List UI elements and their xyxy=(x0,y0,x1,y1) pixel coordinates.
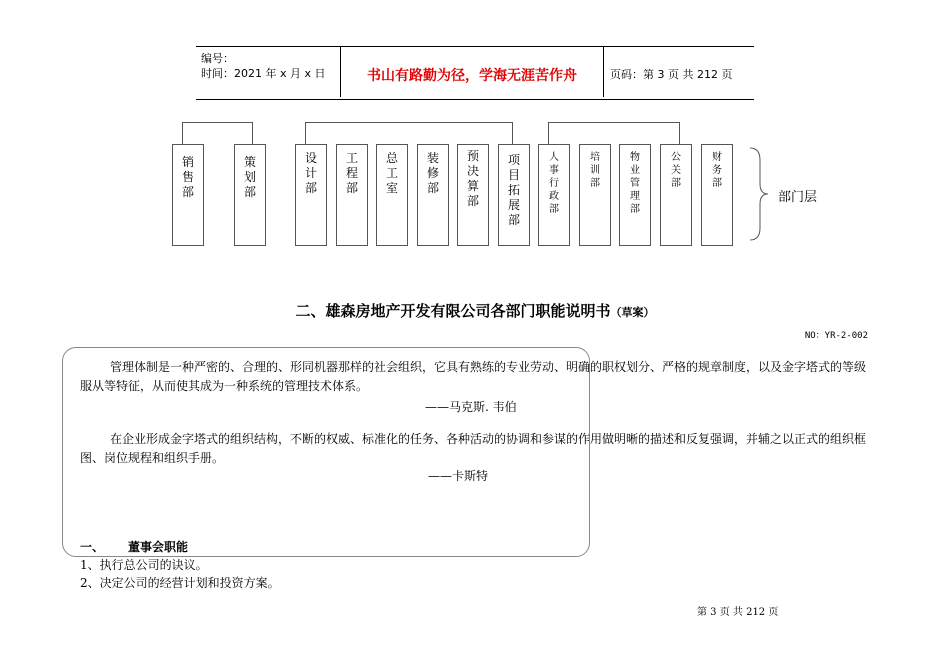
dept-char: 算 xyxy=(466,179,479,193)
section-title: 董事会职能 xyxy=(128,540,189,554)
dept-char: 工 xyxy=(385,166,398,180)
section-number: 一、 xyxy=(80,540,105,554)
dept-char: 计 xyxy=(304,166,317,180)
dept-char: 目 xyxy=(507,168,520,182)
dept-box xyxy=(538,144,570,246)
dept-label xyxy=(661,151,691,190)
dept-label xyxy=(337,151,367,196)
dept-char: 关 xyxy=(671,165,681,176)
dept-char: 部 xyxy=(304,181,317,195)
connector-line xyxy=(305,122,306,144)
dept-char: 管 xyxy=(630,178,640,189)
dept-char: 装 xyxy=(426,151,439,165)
dept-char: 财 xyxy=(712,152,722,163)
dept-char: 策 xyxy=(243,155,256,169)
code-label: 编号： xyxy=(201,52,234,65)
dept-box xyxy=(295,144,327,246)
dept-char: 部 xyxy=(712,178,722,189)
dept-char: 部 xyxy=(630,204,640,215)
dept-char: 事 xyxy=(549,165,559,176)
dept-label xyxy=(499,153,529,228)
dept-char: 修 xyxy=(426,166,439,180)
dept-char: 行 xyxy=(549,178,559,189)
layer-label: 部门层 xyxy=(778,190,818,205)
dept-char: 室 xyxy=(385,181,398,195)
dept-char: 政 xyxy=(549,191,559,202)
dept-char: 部 xyxy=(590,178,600,189)
dept-label xyxy=(702,151,732,190)
dept-box xyxy=(336,144,368,246)
time-label: 时间：2021 年 x 月 x 日 xyxy=(201,67,326,80)
page-footer: 第 3 页 共 212 页 xyxy=(697,607,779,618)
dept-box xyxy=(619,144,651,246)
dept-box xyxy=(417,144,449,246)
dept-char: 部 xyxy=(426,181,439,195)
dept-label xyxy=(539,151,569,216)
connector-line xyxy=(679,122,680,144)
dept-char: 部 xyxy=(345,181,358,195)
dept-label xyxy=(377,151,407,196)
dept-char: 设 xyxy=(304,151,317,165)
page-info: 页码：第 3 页 共 212 页 xyxy=(610,68,733,81)
dept-char: 部 xyxy=(507,213,520,227)
dept-box xyxy=(376,144,408,246)
dept-box xyxy=(498,144,530,246)
dept-char: 培 xyxy=(590,152,600,163)
dept-box xyxy=(234,144,266,246)
dept-char: 物 xyxy=(630,152,640,163)
quote-paragraph-1: 管理体制是一种严密的、合理的、形同机器那样的社会组织，它具有熟练的专业劳动、明确的职权划分、严格的规章制度，以及金字塔式的等级服从等特征，从而使其成为一种系统的管理技术体系。 xyxy=(80,360,867,393)
brace-icon xyxy=(748,146,770,242)
connector-line xyxy=(252,122,253,144)
dept-char: 销 xyxy=(181,155,194,169)
dept-box xyxy=(660,144,692,246)
dept-char: 部 xyxy=(549,204,559,215)
org-chart xyxy=(0,0,950,260)
dept-char: 预 xyxy=(466,149,479,163)
dept-label xyxy=(458,149,488,209)
list-item: 2、决定公司的经营计划和投资方案。 xyxy=(80,576,280,590)
dept-char: 训 xyxy=(590,165,600,176)
title-text: 二、雄森房地产开发有限公司各部门职能说明书 xyxy=(295,302,611,320)
list-item: 1、执行总公司的诀议。 xyxy=(80,558,208,572)
dept-char: 部 xyxy=(671,178,681,189)
section-heading xyxy=(80,538,188,555)
dept-label xyxy=(296,151,326,196)
connector-line xyxy=(182,122,253,123)
dept-box xyxy=(457,144,489,246)
connector-line xyxy=(512,122,513,144)
dept-label xyxy=(620,151,650,216)
connector-line xyxy=(548,122,680,123)
dept-char: 总 xyxy=(385,151,398,165)
dept-char: 公 xyxy=(671,152,681,163)
dept-label xyxy=(173,155,203,200)
quote-author-2: ——卡斯特 xyxy=(428,469,489,483)
connector-line xyxy=(305,122,513,123)
dept-label xyxy=(418,151,448,196)
dept-char: 理 xyxy=(630,191,640,202)
dept-char: 展 xyxy=(507,198,520,212)
dept-char: 划 xyxy=(243,170,256,184)
connector-line xyxy=(548,122,549,144)
dept-char: 工 xyxy=(345,151,358,165)
dept-box xyxy=(579,144,611,246)
motto-text: 书山有路勤为径，学海无涯苦作舟 xyxy=(367,68,577,84)
dept-char: 程 xyxy=(345,166,358,180)
dept-label xyxy=(580,151,610,190)
doc-number: NO：YR-2-002 xyxy=(804,331,868,341)
dept-char: 业 xyxy=(630,165,640,176)
quote-paragraph-2: 在企业形成金字塔式的组织结构，不断的权威、标准化的任务、各种活动的协调和参谋的作用做明晰的描述和反复强调，并辅之以正式的组织框图、岗位规程和组织手册。 xyxy=(80,432,867,465)
dept-char: 部 xyxy=(466,194,479,208)
dept-char: 部 xyxy=(181,185,194,199)
dept-char: 务 xyxy=(712,165,722,176)
dept-char: 部 xyxy=(243,185,256,199)
connector-line xyxy=(182,122,183,144)
dept-char: 项 xyxy=(507,153,520,167)
dept-box xyxy=(701,144,733,246)
document-title xyxy=(0,300,950,321)
dept-char: 决 xyxy=(466,164,479,178)
dept-char: 人 xyxy=(549,152,559,163)
quote-author-1: ——马克斯. 韦伯 xyxy=(425,400,517,414)
title-note: （草案） xyxy=(610,306,655,319)
dept-char: 拓 xyxy=(507,183,520,197)
dept-label xyxy=(235,155,265,200)
dept-box xyxy=(172,144,204,246)
dept-char: 售 xyxy=(181,170,194,184)
